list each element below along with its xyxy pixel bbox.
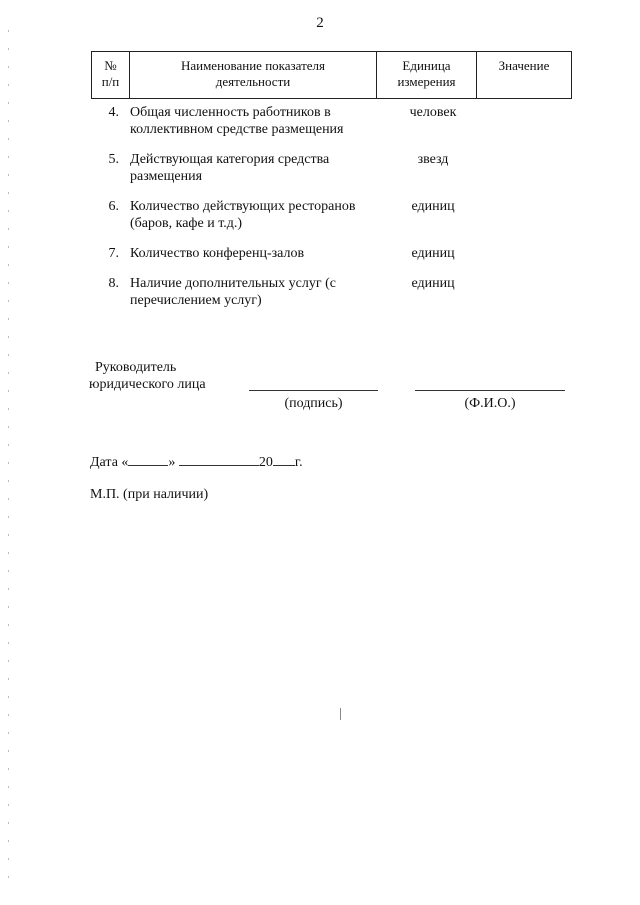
day-blank xyxy=(128,453,168,466)
row-indicator xyxy=(130,151,385,185)
stamp-note: М.П. (при наличии) xyxy=(90,487,209,502)
name-caption: (Ф.И.О.) xyxy=(464,396,516,411)
table-row xyxy=(90,245,570,263)
table-row xyxy=(90,275,570,311)
row-number: 7. xyxy=(108,246,119,261)
date-line xyxy=(90,453,303,471)
row-indicator-line: Количество конференц-залов xyxy=(130,246,305,261)
scan-edge xyxy=(8,30,9,890)
row-indicator-line: Общая численность работников в xyxy=(130,105,331,120)
row-indicator-line: размещения xyxy=(130,169,203,184)
row-number: 4. xyxy=(108,105,119,120)
row-unit: единиц xyxy=(411,276,455,291)
date-close-quote: » xyxy=(168,455,176,470)
table-row xyxy=(90,151,570,187)
header-text: Наименование показателя xyxy=(180,58,326,73)
row-indicator-line: (баров, кафе и т.д.) xyxy=(130,216,243,231)
header-text: Единица xyxy=(402,58,451,73)
row-number: 6. xyxy=(108,199,119,214)
row-indicator xyxy=(130,245,385,262)
table-header xyxy=(91,51,572,99)
row-unit: единиц xyxy=(411,199,455,214)
row-unit: единиц xyxy=(411,246,455,261)
row-indicator-line: перечислением услуг) xyxy=(130,293,262,308)
row-unit: человек xyxy=(409,105,457,120)
row-indicator xyxy=(130,104,385,138)
header-text: деятельности xyxy=(215,74,291,89)
signatory-role-line: Руководитель xyxy=(95,360,177,375)
row-number: 8. xyxy=(108,276,119,291)
month-blank xyxy=(179,453,259,466)
row-unit: звезд xyxy=(417,152,449,167)
header-cell-number xyxy=(92,52,130,98)
row-indicator xyxy=(130,198,385,232)
name-blank-line xyxy=(415,390,565,391)
signatory-role-line: юридического лица xyxy=(89,377,206,392)
year-prefix: 20 xyxy=(258,455,273,470)
header-text: измерения xyxy=(397,74,456,89)
header-cell-value xyxy=(477,52,571,98)
year-suffix: г. xyxy=(294,455,303,470)
signature-caption: (подпись) xyxy=(284,396,343,411)
header-text: Значение xyxy=(498,58,550,73)
row-indicator-line: Наличие дополнительных услуг (с xyxy=(130,276,336,291)
year-blank xyxy=(273,453,295,466)
header-cell-unit xyxy=(377,52,477,98)
row-indicator-line: Действующая категория средства xyxy=(130,152,330,167)
table-row xyxy=(90,198,570,234)
row-indicator xyxy=(130,275,385,309)
header-text: п/п xyxy=(101,74,120,89)
scan-artifact xyxy=(340,708,341,720)
row-indicator-line: коллективном средстве размещения xyxy=(130,122,344,137)
row-number: 5. xyxy=(108,152,119,167)
header-cell-indicator xyxy=(130,52,377,98)
signature-blank-line xyxy=(249,390,378,391)
page-number: 2 xyxy=(316,15,324,31)
signatory-role xyxy=(89,359,206,393)
header-text: № xyxy=(104,58,117,73)
table-row xyxy=(90,104,570,140)
row-indicator-line: Количество действующих ресторанов xyxy=(130,199,356,214)
date-label: Дата « xyxy=(90,455,129,470)
